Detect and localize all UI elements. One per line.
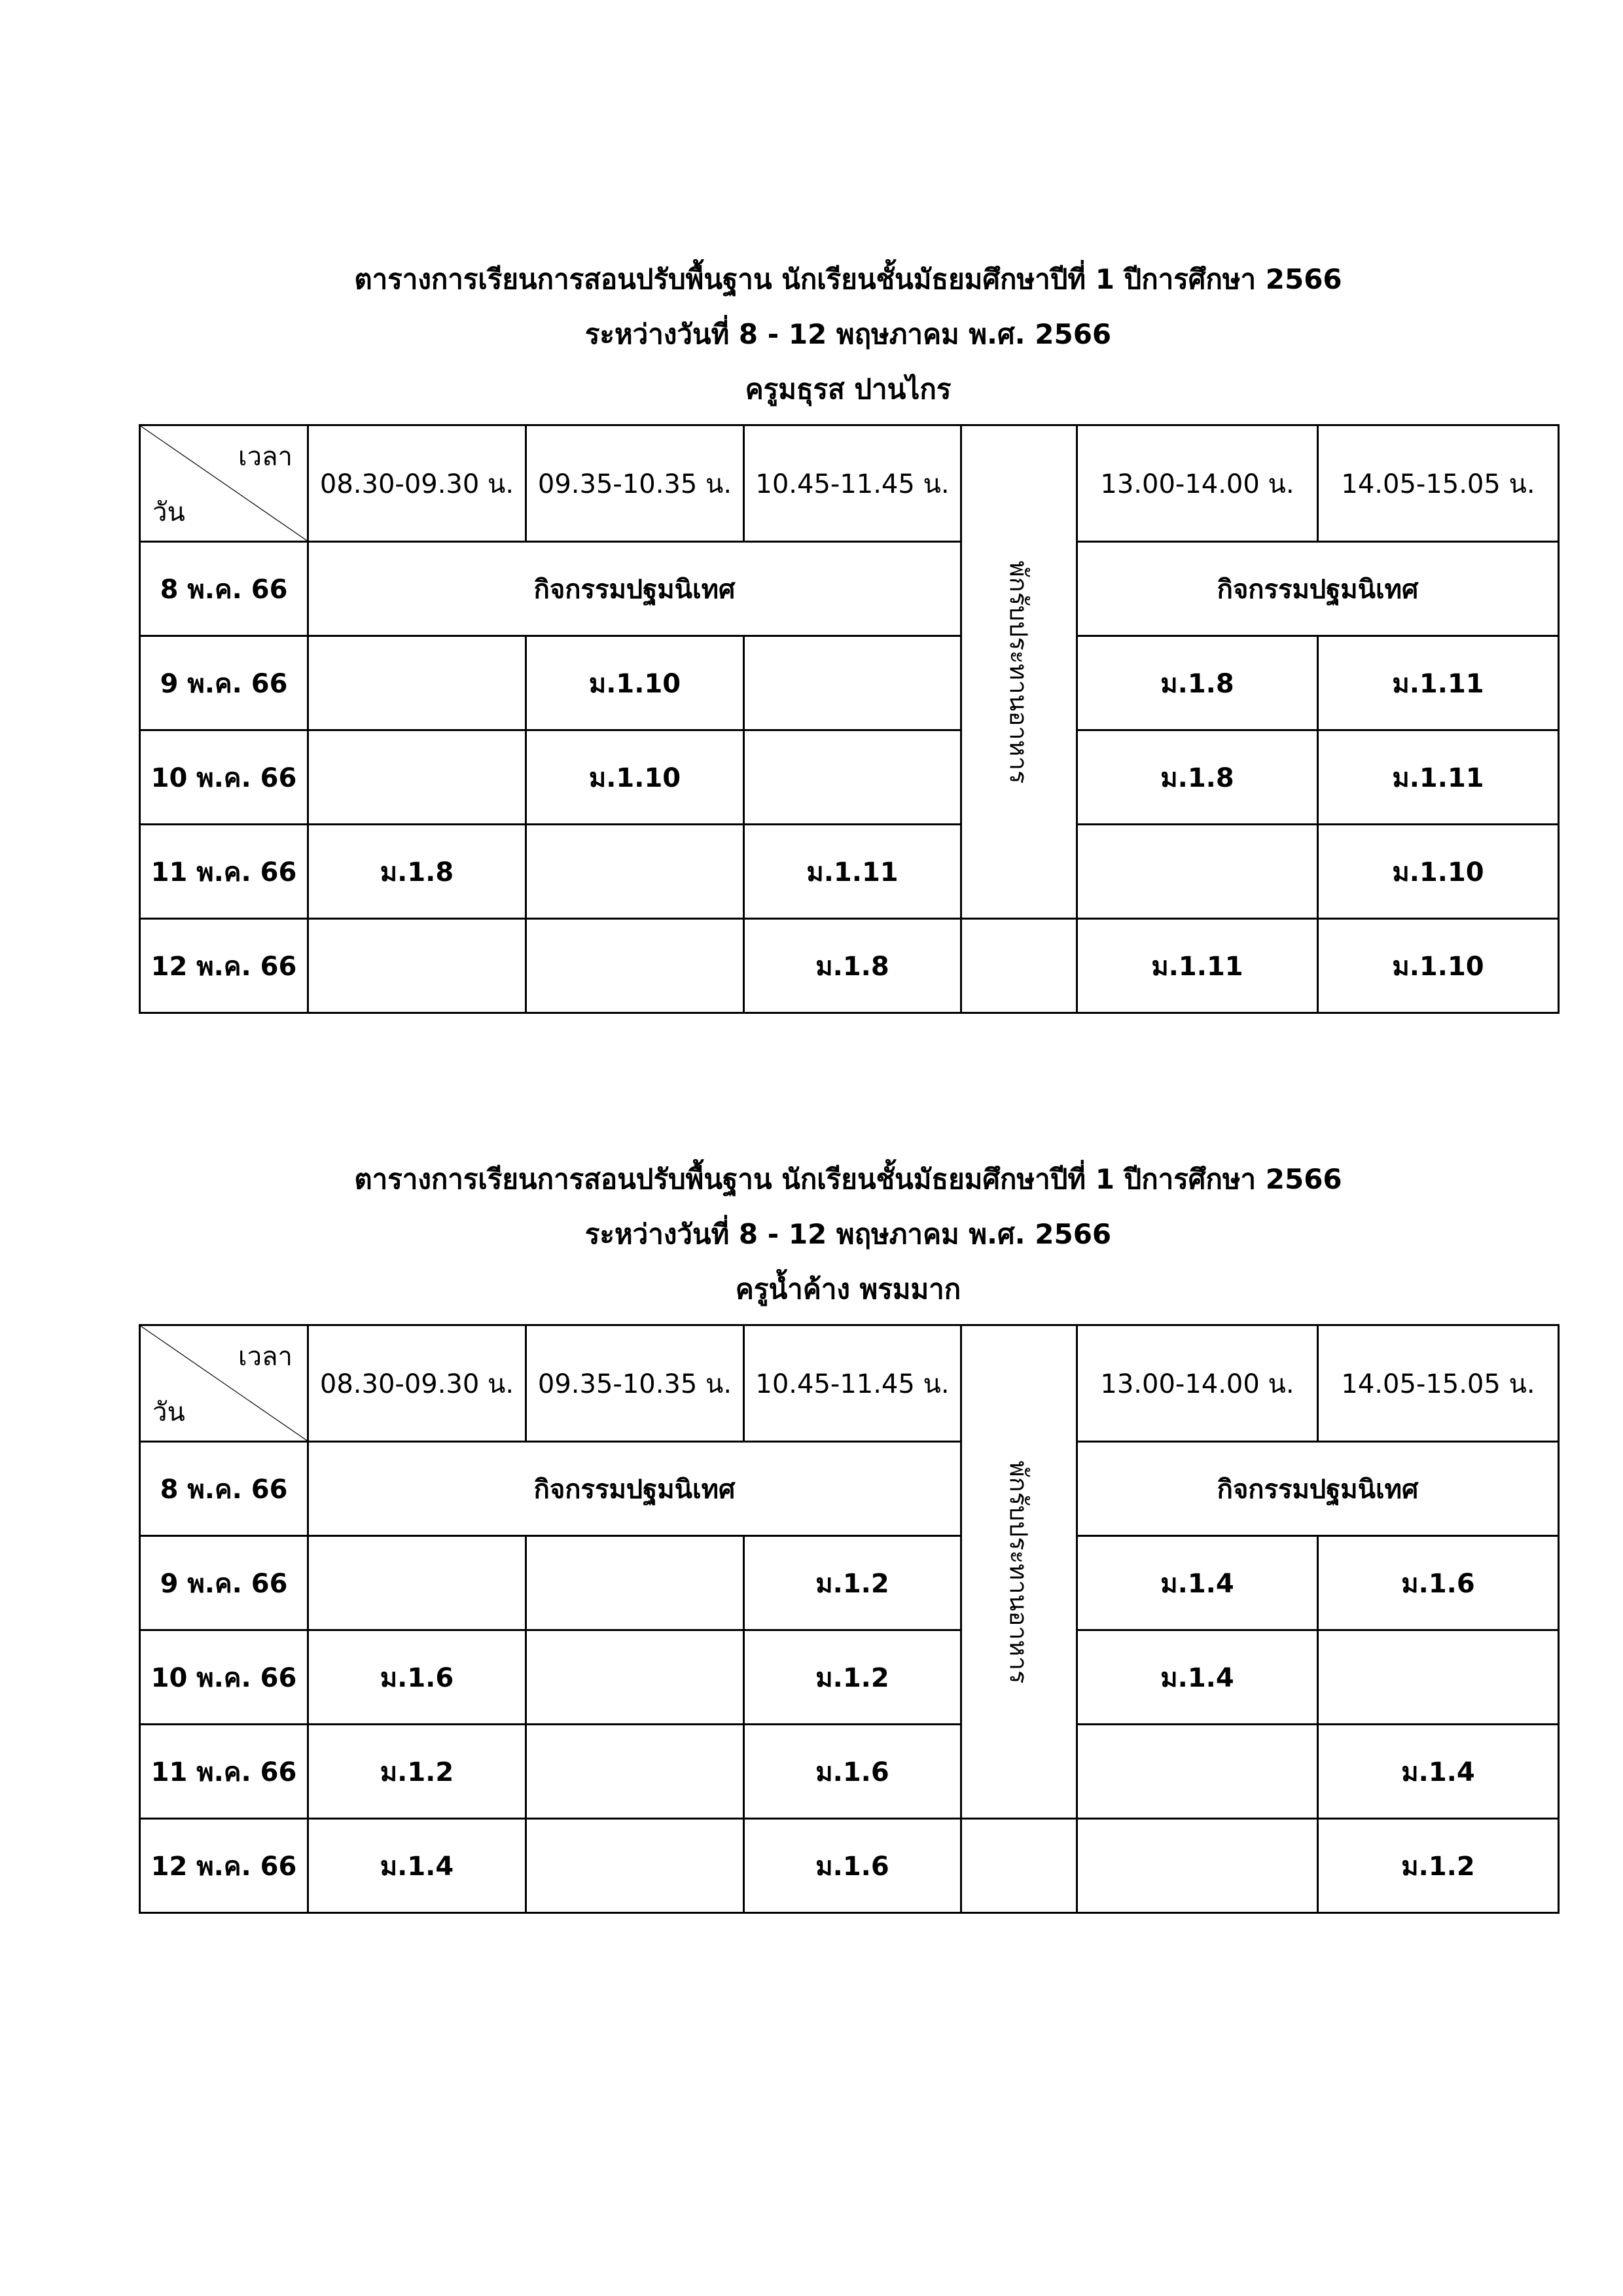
class-cell <box>526 1536 744 1630</box>
table-row <box>140 636 1559 730</box>
day-label: 12 พ.ค. 66 <box>140 919 308 1013</box>
class-cell: ม.1.2 <box>1318 1819 1559 1913</box>
table-row <box>140 1630 1559 1725</box>
day-label: 8 พ.ค. 66 <box>140 542 308 636</box>
schedule-table <box>139 424 1560 1014</box>
class-cell <box>1318 1630 1559 1725</box>
corner-header-cell <box>140 1325 308 1442</box>
time-slot-2: 09.35-10.35 น. <box>526 425 744 542</box>
class-cell <box>744 730 961 825</box>
lunch-break-label: พักรับประทานอาหาร <box>1004 560 1033 783</box>
lunch-break-label: พักรับประทานอาหาร <box>1004 1460 1033 1683</box>
orientation-activity-cell: กิจกรรมปฐมนิเทศ <box>308 542 961 636</box>
class-cell <box>308 730 526 825</box>
time-slot-4: 13.00-14.00 น. <box>1077 1325 1318 1442</box>
class-cell <box>1077 1819 1318 1913</box>
class-cell <box>526 1725 744 1819</box>
class-cell: ม.1.4 <box>1077 1536 1318 1630</box>
empty-cell <box>961 919 1077 1013</box>
time-slot-3: 10.45-11.45 น. <box>744 425 961 542</box>
class-cell: ม.1.8 <box>1077 636 1318 730</box>
class-cell: ม.1.11 <box>744 825 961 919</box>
day-label: 11 พ.ค. 66 <box>140 825 308 919</box>
class-cell: ม.1.4 <box>308 1819 526 1913</box>
class-cell: ม.1.6 <box>308 1630 526 1725</box>
class-cell: ม.1.8 <box>308 825 526 919</box>
time-header-label: เวลา <box>238 1342 293 1372</box>
table-row <box>140 825 1559 919</box>
time-slot-1: 08.30-09.30 น. <box>308 425 526 542</box>
lunch-break-cell <box>961 425 1077 919</box>
schedule-period: ระหว่างวันที่ 8 - 12 พฤษภาคม พ.ศ. 2566 <box>584 1218 1112 1250</box>
time-slot-5: 14.05-15.05 น. <box>1318 1325 1559 1442</box>
class-cell <box>308 919 526 1013</box>
corner-header-cell <box>140 425 308 542</box>
time-slot-3: 10.45-11.45 น. <box>744 1325 961 1442</box>
day-header-label: วัน <box>152 497 185 528</box>
table-row <box>140 1819 1559 1913</box>
orientation-activity-cell: กิจกรรมปฐมนิเทศ <box>1077 1442 1559 1536</box>
class-cell: ม.1.2 <box>308 1725 526 1819</box>
day-header-label: วัน <box>152 1397 185 1427</box>
day-label: 9 พ.ค. 66 <box>140 636 308 730</box>
table-row <box>140 1725 1559 1819</box>
time-slot-4: 13.00-14.00 น. <box>1077 425 1318 542</box>
class-cell <box>1077 1725 1318 1819</box>
table-row <box>140 542 1559 636</box>
class-cell: ม.1.11 <box>1077 919 1318 1013</box>
table-row <box>140 919 1559 1013</box>
day-label: 9 พ.ค. 66 <box>140 1536 308 1630</box>
class-cell <box>526 919 744 1013</box>
class-cell: ม.1.6 <box>1318 1536 1559 1630</box>
schedule-section-2 <box>139 1152 1558 1882</box>
class-cell: ม.1.6 <box>744 1819 961 1913</box>
class-cell: ม.1.10 <box>1318 825 1559 919</box>
lunch-break-cell <box>961 1325 1077 1819</box>
class-cell: ม.1.2 <box>744 1536 961 1630</box>
time-slot-5: 14.05-15.05 น. <box>1318 425 1559 542</box>
table-row <box>140 1442 1559 1536</box>
day-label: 12 พ.ค. 66 <box>140 1819 308 1913</box>
class-cell: ม.1.4 <box>1318 1725 1559 1819</box>
teacher-name: ครูน้ำค้าง พรมมาก <box>735 1273 961 1305</box>
class-cell: ม.1.6 <box>744 1725 961 1819</box>
schedule-section-1 <box>139 252 1558 982</box>
class-cell <box>526 1819 744 1913</box>
class-cell: ม.1.8 <box>1077 730 1318 825</box>
schedule-period: ระหว่างวันที่ 8 - 12 พฤษภาคม พ.ศ. 2566 <box>584 318 1112 350</box>
header-row <box>140 1325 1559 1442</box>
day-label: 10 พ.ค. 66 <box>140 1630 308 1725</box>
class-cell: ม.1.10 <box>526 636 744 730</box>
schedule-title: ตารางการเรียนการสอนปรับพื้นฐาน นักเรียนชั้นมัธยมศึกษาปีที่ 1 ปีการศึกษา 2566 <box>354 263 1342 295</box>
class-cell: ม.1.10 <box>1318 919 1559 1013</box>
table-row <box>140 730 1559 825</box>
schedule-table <box>139 1324 1560 1914</box>
class-cell: ม.1.10 <box>526 730 744 825</box>
class-cell: ม.1.4 <box>1077 1630 1318 1725</box>
orientation-activity-cell: กิจกรรมปฐมนิเทศ <box>1077 542 1559 636</box>
day-label: 11 พ.ค. 66 <box>140 1725 308 1819</box>
time-slot-2: 09.35-10.35 น. <box>526 1325 744 1442</box>
class-cell: ม.1.11 <box>1318 636 1559 730</box>
orientation-activity-cell: กิจกรรมปฐมนิเทศ <box>308 1442 961 1536</box>
class-cell <box>1077 825 1318 919</box>
class-cell <box>308 636 526 730</box>
class-cell <box>526 1630 744 1725</box>
class-cell: ม.1.11 <box>1318 730 1559 825</box>
table-row <box>140 1536 1559 1630</box>
schedule-title: ตารางการเรียนการสอนปรับพื้นฐาน นักเรียนชั้นมัธยมศึกษาปีที่ 1 ปีการศึกษา 2566 <box>354 1163 1342 1195</box>
class-cell: ม.1.2 <box>744 1630 961 1725</box>
header-row <box>140 425 1559 542</box>
class-cell <box>308 1536 526 1630</box>
teacher-name: ครูมธุรส ปานไกร <box>745 373 952 405</box>
day-label: 10 พ.ค. 66 <box>140 730 308 825</box>
time-slot-1: 08.30-09.30 น. <box>308 1325 526 1442</box>
class-cell: ม.1.8 <box>744 919 961 1013</box>
time-header-label: เวลา <box>238 442 293 472</box>
empty-cell <box>961 1819 1077 1913</box>
day-label: 8 พ.ค. 66 <box>140 1442 308 1536</box>
class-cell <box>744 636 961 730</box>
class-cell <box>526 825 744 919</box>
